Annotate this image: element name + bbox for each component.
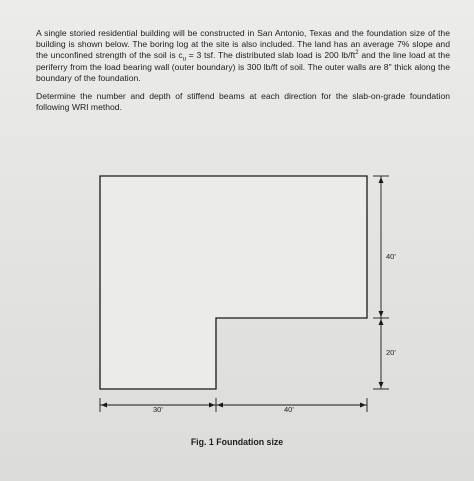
dimension-label-30-horizontal: 30' (153, 405, 163, 414)
paragraph-1-text-b: = 3 tsf. The distributed slab load is 200 lb/ft (186, 50, 356, 61)
figure-caption: Fig. 1 Foundation size (190, 437, 284, 447)
dimension-label-40-vertical: 40' (386, 252, 396, 261)
arrow-head-right-bottom (379, 382, 384, 388)
arrow-head-bottom-mid-right (217, 403, 223, 408)
subscript-u: u (182, 57, 186, 64)
dimension-label-20-vertical: 20' (386, 348, 396, 357)
arrow-head-bottom-mid-left (209, 403, 215, 408)
arrow-head-right-mid-down (379, 319, 384, 325)
paragraph-1-text-a: A single storied residential building will be constructed in San Antonio, Texas and the foundation size of the building is shown below. The boring log at the site is also included. The land has an average 7% slope and the unconfined strength of the soil is c (36, 28, 450, 61)
arrow-head-bottom-left (101, 403, 107, 408)
superscript-2: 2 (355, 50, 359, 57)
problem-paragraph-2: Determine the number and depth of stiffend beams at each direction for the slab-on-grade foundation following WRI method. (36, 91, 450, 113)
foundation-outline (100, 176, 367, 389)
arrow-head-right-mid-up (379, 311, 384, 317)
arrow-head-bottom-right (360, 403, 366, 408)
arrow-head-right-top (379, 177, 384, 183)
paragraph-1-text-c: and the line load at the periferry from the load bearing wall (outer boundary) is 300 lb/ft of soil. The outer walls are 8" thick along the boundary of the foundation. (36, 50, 450, 83)
dimension-label-40-horizontal: 40' (284, 405, 294, 414)
